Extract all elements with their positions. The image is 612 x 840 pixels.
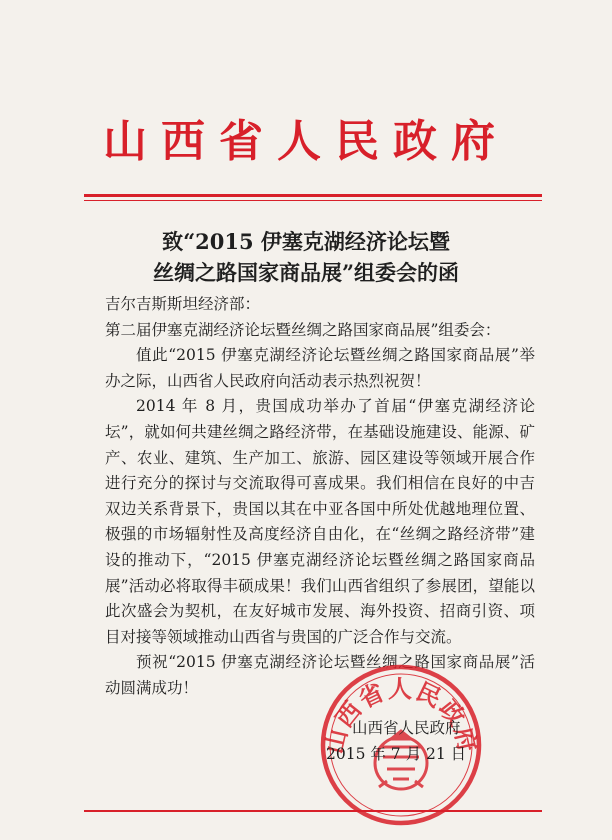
letter-title (60, 226, 552, 288)
paragraph-closing: 预祝“2015 伊塞克湖经济论坛暨丝绸之路国家商品展”活动圆满成功！ (105, 653, 535, 697)
letter-title-line-1: 致“2015 伊塞克湖经济论坛暨 (162, 229, 450, 254)
paragraph-main: 2014 年 8 月，贵国成功举办了首届“伊塞克湖经济论坛”，就如何共建丝绸之路经济带，在基础设施建设、能源、矿产、农业、建筑、生产加工、旅游、园区建设等领域开展合作进行充分的探讨与交流取得可喜成果。我们相信在良好的中吉双边关系背景下，贵国以其在中亚各国中所处优越地理位置、极强的市场辐射性及高度经济自由化，在“丝绸之路经济带”建设的推动下，“2015 伊塞克湖经济论坛暨丝绸之路国家商品展”活动必将取得丰硕成果！我们山西省组织了参展团，望能以此次盛会为契机，在友好城市发展、海外投资、招商引资、项目对接等领域推动山西省与贵国的广泛合作与交流。 (105, 397, 535, 646)
recipient-line-2: 第二届伊塞克湖经济论坛暨丝绸之路国家商品展”组委会： (105, 320, 501, 339)
letterhead-divider-thin (84, 200, 542, 201)
letter-title-line-2: 丝绸之路国家商品展”组委会的函 (152, 260, 460, 285)
letterhead-title: 山西省人民政府 (103, 116, 509, 167)
letterhead-divider-thick (84, 194, 542, 197)
signatory-name: 山西省人民政府 (352, 719, 461, 737)
letter-body (105, 292, 535, 702)
seal-text: 山西省人民政府 (320, 675, 482, 757)
letter-date: 2015 年 7 月 21 日 (326, 745, 467, 763)
paragraph-congratulations: 值此“2015 伊塞克湖经济论坛暨丝绸之路国家商品展”举办之际，山西省人民政府向活动表示热烈祝贺！ (105, 346, 535, 390)
signature-block (326, 715, 466, 767)
recipient-line-1: 吉尔吉斯斯坦经济部： (105, 295, 261, 313)
